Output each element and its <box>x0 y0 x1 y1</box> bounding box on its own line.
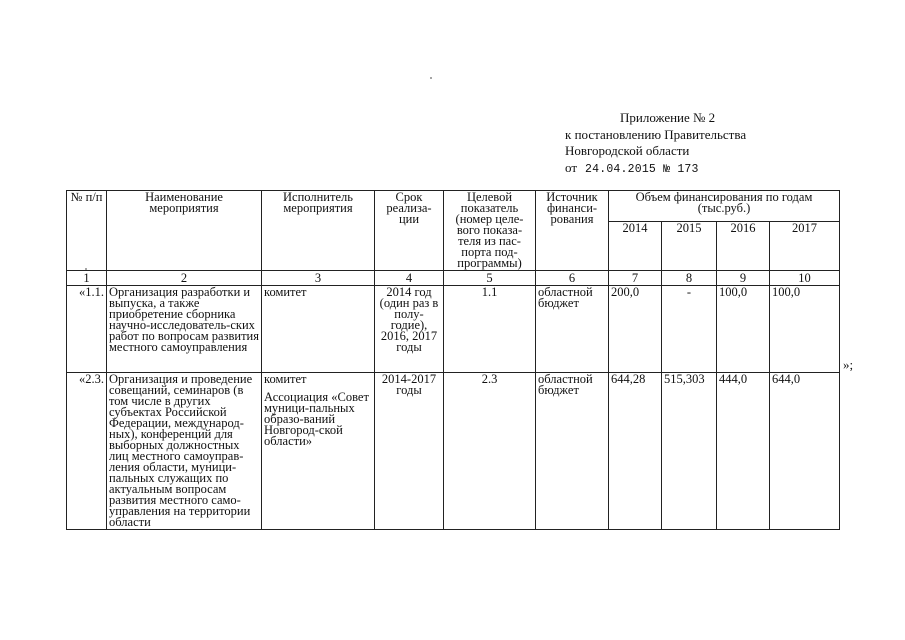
date-stamp: 24.04.2015 № 173 <box>585 162 699 176</box>
closing-quote-mark: »; <box>843 357 854 372</box>
row-source: областной бюджет <box>536 373 609 530</box>
header-name: Наименование мероприятия <box>107 191 262 271</box>
row-num: «1.1. <box>67 286 107 373</box>
appendix-title: Приложение № 2 <box>620 110 716 125</box>
row-source: областной бюджет <box>536 286 609 373</box>
appendix-line-decree: к постановлению Правительства <box>565 126 747 142</box>
column-number: 7 <box>609 271 662 286</box>
row-target: 2.3 <box>444 373 536 530</box>
column-number: 2 <box>107 271 262 286</box>
header-row-1 <box>67 191 840 222</box>
table-row <box>67 373 840 530</box>
row-name: Организация разработки и выпуска, а также приобретение сборника научно-исследователь-ских работ по вопросам развития местного самоуправления <box>107 286 262 373</box>
header-source: Источник финанси-рования <box>536 191 609 271</box>
scan-speck <box>85 268 87 270</box>
header-executor: Исполнитель мероприятия <box>262 191 375 271</box>
table-row <box>67 286 840 373</box>
measures-table <box>66 190 840 530</box>
row-2017: 644,0 <box>770 373 840 530</box>
row-2015: 515,303 <box>662 373 717 530</box>
row-2014: 644,28 <box>609 373 662 530</box>
header-year-2016: 2016 <box>717 222 770 271</box>
row-2016: 444,0 <box>717 373 770 530</box>
row-2016: 100,0 <box>717 286 770 373</box>
column-number: 5 <box>444 271 536 286</box>
column-number: 6 <box>536 271 609 286</box>
column-number: 4 <box>375 271 444 286</box>
appendix-date-line <box>565 160 746 179</box>
row-num: «2.3. <box>67 373 107 530</box>
date-prefix: от <box>565 159 578 175</box>
row-target: 1.1 <box>444 286 536 373</box>
header-year-2014: 2014 <box>609 222 662 271</box>
column-numbers-row <box>67 271 840 286</box>
row-name: Организация и проведение совещаний, семинаров (в том числе в других субъектах Российской Федерации, международ-ных), конференций для выборных должностных лиц местного самоуправ-ления области, муници-пальных служащих по актуальным вопросам развития местного само-управления на территории области <box>107 373 262 530</box>
column-number: 9 <box>717 271 770 286</box>
appendix-header <box>565 110 746 178</box>
row-2015: - <box>662 286 717 373</box>
row-executor-cell <box>262 373 375 530</box>
column-number: 10 <box>770 271 840 286</box>
header-funding: Объем финансирования по годам (тыс.руб.) <box>609 191 840 222</box>
scan-speck <box>430 77 432 79</box>
header-num: № п/п <box>67 191 107 271</box>
header-term: Срок реализа-ции <box>375 191 444 271</box>
row-executor: комитет <box>262 286 375 373</box>
row-executor: комитет <box>264 372 307 386</box>
row-2017: 100,0 <box>770 286 840 373</box>
row-term: 2014-2017 годы <box>375 373 444 530</box>
header-year-2017: 2017 <box>770 222 840 271</box>
column-number: 3 <box>262 271 375 286</box>
appendix-line-region: Новгородской области <box>565 143 690 158</box>
row-2014: 200,0 <box>609 286 662 373</box>
row-term: 2014 год (один раз в полу-годие), 2016, 2017 годы <box>375 286 444 373</box>
column-number: 8 <box>662 271 717 286</box>
row-executor-association: Ассоциация «Совет муници-пальных образо-ваний Новгород-ской области» <box>264 390 369 448</box>
header-target: Целевой показатель (номер целе-вого показа-теля из пас-порта под-программы) <box>444 191 536 271</box>
header-year-2015: 2015 <box>662 222 717 271</box>
column-number: 1 <box>67 271 107 286</box>
